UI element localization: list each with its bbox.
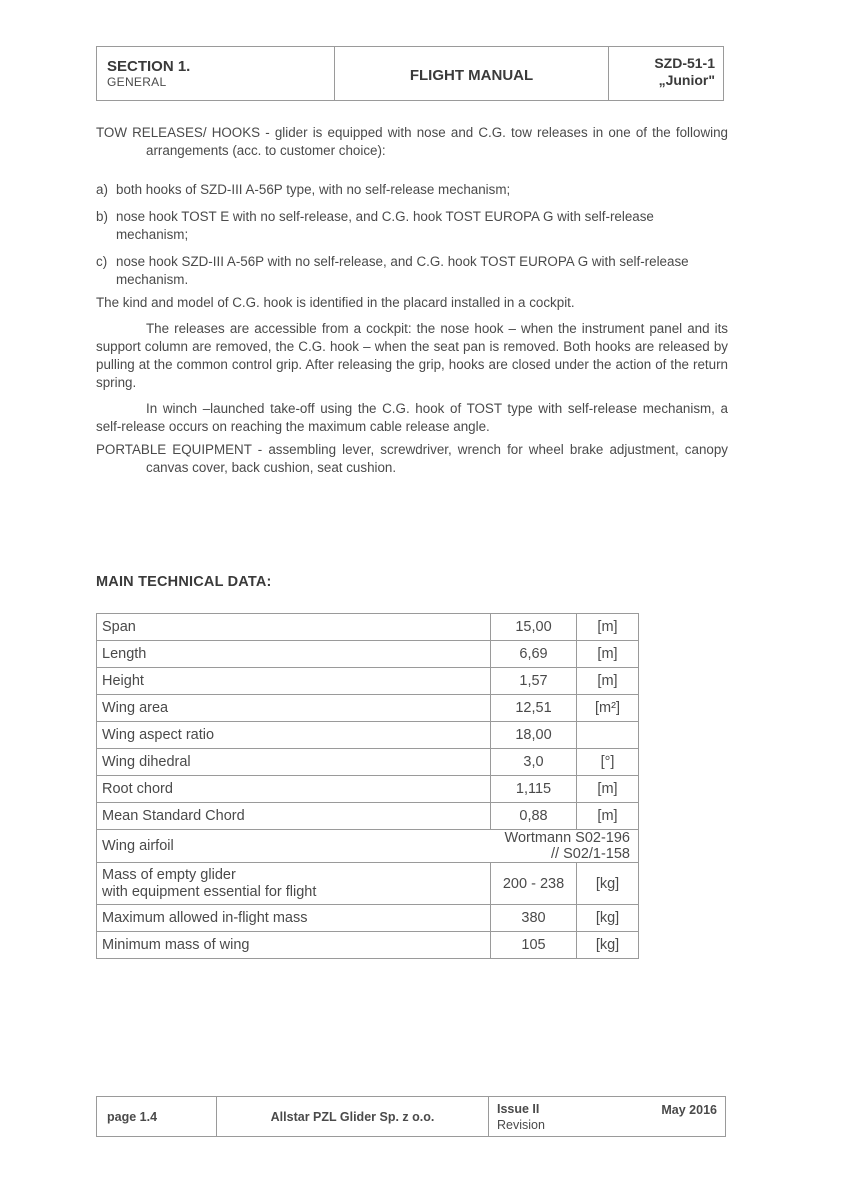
issue-number: Issue II xyxy=(497,1102,540,1116)
table-row xyxy=(97,803,639,830)
company-name: Allstar PZL Glider Sp. z o.o. xyxy=(217,1097,489,1136)
portable-equipment-keyword: PORTABLE EQUIPMENT xyxy=(96,442,252,457)
row-unit: [m] xyxy=(577,641,639,668)
document-body xyxy=(96,124,728,477)
row-label: Length xyxy=(97,641,491,668)
row-label-line1: Mass of empty glider xyxy=(102,866,236,883)
list-item xyxy=(96,253,728,289)
row-unit: [m] xyxy=(577,803,639,830)
row-value: 1,115 xyxy=(491,776,577,803)
table-row-mass-empty xyxy=(97,863,639,905)
row-unit: [kg] xyxy=(577,905,639,932)
issue-date: May 2016 xyxy=(661,1103,717,1117)
header-section-cell xyxy=(97,47,335,100)
row-label: Wing airfoil xyxy=(97,830,491,863)
model-code: SZD-51-1 xyxy=(654,55,715,71)
list-text: nose hook SZD-III A-56P with no self-release, and C.G. hook TOST EUROPA G with self-release mechanism. xyxy=(116,254,689,287)
table-row xyxy=(97,722,639,749)
header-model-cell xyxy=(609,47,723,100)
list-text: nose hook TOST E with no self-release, and C.G. hook TOST EUROPA G with self-release mechanism; xyxy=(116,209,654,242)
row-label: Mean Standard Chord xyxy=(97,803,491,830)
list-text: both hooks of SZD-III A-56P type, with no self-release mechanism; xyxy=(116,182,511,197)
list-marker: b) xyxy=(96,209,108,224)
row-unit: [m] xyxy=(577,614,639,641)
table-row xyxy=(97,905,639,932)
page-header xyxy=(96,46,724,101)
row-label: Minimum mass of wing xyxy=(97,932,491,959)
table-row xyxy=(97,668,639,695)
list-marker: a) xyxy=(96,182,108,197)
portable-equipment-text: - assembling lever, screwdriver, wrench for wheel brake adjustment, canopy canvas cover, back cushion, seat cushion. xyxy=(146,442,728,475)
page-number: page 1.4 xyxy=(97,1097,217,1136)
row-unit: [m²] xyxy=(577,695,639,722)
row-label-line2: with equipment essential for flight xyxy=(102,883,317,900)
row-value: 105 xyxy=(491,932,577,959)
row-unit xyxy=(577,722,639,749)
revision-label: Revision xyxy=(497,1118,545,1132)
releases-paragraph: The releases are accessible from a cockpit: the nose hook – when the instrument panel and its support column are removed, the C.G. hook – when the seat pan is removed. Both hooks are released by pulling at the common control grip. After releasing the grip, hooks are closed under the action of the return spring. xyxy=(96,321,728,390)
row-label: Height xyxy=(97,668,491,695)
row-value: 12,51 xyxy=(491,695,577,722)
row-value: 3,0 xyxy=(491,749,577,776)
list-item xyxy=(96,208,728,244)
row-label: Root chord xyxy=(97,776,491,803)
model-nickname: „Junior" xyxy=(658,72,715,88)
table-row xyxy=(97,932,639,959)
row-value: 0,88 xyxy=(491,803,577,830)
tech-data-table xyxy=(96,613,639,959)
table-row xyxy=(97,749,639,776)
placard-paragraph: The kind and model of C.G. hook is identified in the placard installed in a cockpit. xyxy=(96,295,575,310)
table-row xyxy=(97,614,639,641)
table-row xyxy=(97,641,639,668)
row-unit: [m] xyxy=(577,668,639,695)
header-title-cell xyxy=(335,47,609,100)
row-label: Maximum allowed in-flight mass xyxy=(97,905,491,932)
table-row xyxy=(97,695,639,722)
row-value: 200 - 238 xyxy=(491,863,577,905)
winch-paragraph: In winch –launched take-off using the C.G. hook of TOST type with self-release mechanism, a self-release occurs on reaching the maximum cable release angle. xyxy=(96,401,728,434)
row-value: 18,00 xyxy=(491,722,577,749)
table-row-airfoil xyxy=(97,830,639,863)
portable-equipment-paragraph xyxy=(96,441,728,477)
row-unit: [kg] xyxy=(577,932,639,959)
row-value: 15,00 xyxy=(491,614,577,641)
tow-releases-paragraph xyxy=(96,124,728,160)
section-number: SECTION 1. xyxy=(107,58,191,75)
page-footer xyxy=(96,1096,726,1137)
row-value: 6,69 xyxy=(491,641,577,668)
table-row xyxy=(97,776,639,803)
issue-cell xyxy=(489,1097,605,1136)
tow-releases-keyword: TOW RELEASES/ HOOKS xyxy=(96,125,261,140)
row-unit: [kg] xyxy=(577,863,639,905)
list-marker: c) xyxy=(96,254,108,269)
tow-releases-text: - glider is equipped with nose and C.G. tow releases in one of the following arrangements (acc. to customer choice): xyxy=(146,125,728,158)
list-item xyxy=(96,181,728,199)
row-label: Wing area xyxy=(97,695,491,722)
row-label: Wing dihedral xyxy=(97,749,491,776)
manual-title: FLIGHT MANUAL xyxy=(409,67,534,84)
row-value: 380 xyxy=(491,905,577,932)
row-label xyxy=(97,863,491,905)
tech-data-heading: MAIN TECHNICAL DATA: xyxy=(96,574,272,590)
row-label: Span xyxy=(97,614,491,641)
row-value: 1,57 xyxy=(491,668,577,695)
row-value: Wortmann S02-196 // S02/1-158 xyxy=(491,830,639,863)
row-label: Wing aspect ratio xyxy=(97,722,491,749)
row-unit: [m] xyxy=(577,776,639,803)
section-name: GENERAL xyxy=(107,75,167,89)
row-unit: [°] xyxy=(577,749,639,776)
